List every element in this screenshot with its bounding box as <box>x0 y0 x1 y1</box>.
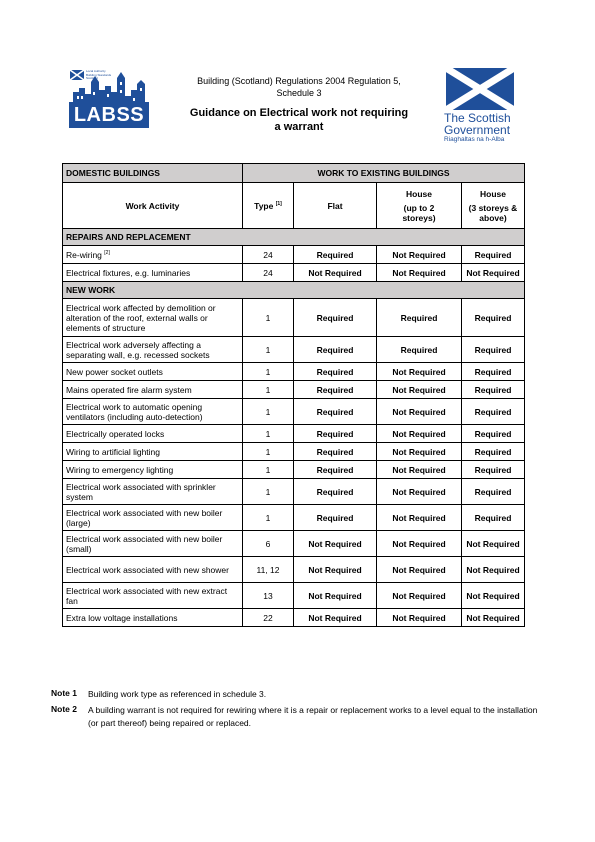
type-cell: 1 <box>243 381 294 399</box>
activity-cell: Electrical fixtures, e.g. luminaries <box>63 264 243 282</box>
flat-cell: Required <box>294 443 377 461</box>
house-small-cell: Not Required <box>377 609 462 627</box>
flat-cell: Not Required <box>294 264 377 282</box>
house-small-cell: Not Required <box>377 557 462 583</box>
house-small-cell: Not Required <box>377 505 462 531</box>
note-text: A building warrant is not required for rewiring where it is a repair or replacement works to a level equal to the installation (or part thereof) being repaired or replaced. <box>88 705 538 728</box>
table-row <box>63 505 525 531</box>
house-small-cell: Not Required <box>377 363 462 381</box>
house-small-cell: Not Required <box>377 264 462 282</box>
activity-cell: Wiring to artificial lighting <box>63 443 243 461</box>
house-large-cell: Required <box>462 505 525 531</box>
house-large-cell: Required <box>462 399 525 425</box>
labss-small-text: Local Authority Building Standards Scotland <box>86 69 112 80</box>
house-large-cell: Not Required <box>462 531 525 557</box>
house-large-cell: Required <box>462 299 525 337</box>
house-large-cell: Required <box>462 461 525 479</box>
type-header: Type [1] <box>243 183 294 229</box>
flat-cell: Required <box>294 299 377 337</box>
house-small-cell: Required <box>377 299 462 337</box>
house-large-cell: Not Required <box>462 609 525 627</box>
flat-cell: Required <box>294 461 377 479</box>
activity-cell: Electrical work associated with new shower <box>63 557 243 583</box>
table-row <box>63 443 525 461</box>
page-title-line-1: Guidance on Electrical work not requiring <box>189 107 409 119</box>
note-text: Building work type as referenced in schedule 3. <box>88 689 267 699</box>
flat-cell: Required <box>294 399 377 425</box>
table-row <box>63 381 525 399</box>
house-large-cell: Not Required <box>462 264 525 282</box>
activity-cell: Electrical work affected by demolition or alteration of the roof, external walls or elements of structure <box>63 299 243 337</box>
flat-cell: Required <box>294 363 377 381</box>
house-small-cell: Not Required <box>377 583 462 609</box>
work-existing-header: WORK TO EXISTING BUILDINGS <box>243 164 525 183</box>
table-row <box>63 337 525 363</box>
type-cell: 6 <box>243 531 294 557</box>
house-small-cell: Not Required <box>377 425 462 443</box>
flat-cell: Required <box>294 337 377 363</box>
house-large-cell: Required <box>462 381 525 399</box>
table-row <box>63 425 525 443</box>
labss-logo-text: LABSS <box>69 102 149 128</box>
activity-cell: Extra low voltage installations <box>63 609 243 627</box>
gov-gaelic-name: Riaghaltas na h-Alba <box>444 136 505 143</box>
table-row <box>63 461 525 479</box>
table-row <box>63 557 525 583</box>
type-cell: 22 <box>243 609 294 627</box>
regulation-line-2: Schedule 3 <box>276 88 322 98</box>
type-cell: 13 <box>243 583 294 609</box>
table-row <box>63 583 525 609</box>
house-large-cell: Required <box>462 363 525 381</box>
saltire-flag-icon <box>446 68 514 110</box>
flat-cell: Not Required <box>294 531 377 557</box>
house-small-cell: Not Required <box>377 246 462 264</box>
type-cell: 1 <box>243 299 294 337</box>
house-small-cell: Not Required <box>377 399 462 425</box>
regulation-line-1: Building (Scotland) Regulations 2004 Regulation 5, <box>197 76 401 86</box>
guidance-table <box>62 163 525 627</box>
work-activity-header: Work Activity <box>63 183 243 229</box>
flat-cell: Required <box>294 425 377 443</box>
house-small-header: House (up to 2 storeys) <box>377 183 462 229</box>
activity-cell: Electrical work associated with sprinkler system <box>63 479 243 505</box>
section-repairs: REPAIRS AND REPLACEMENT <box>63 229 525 246</box>
type-cell: 1 <box>243 443 294 461</box>
house-large-cell: Not Required <box>462 583 525 609</box>
type-cell: 11, 12 <box>243 557 294 583</box>
table-row <box>63 531 525 557</box>
table-row <box>63 246 525 264</box>
flat-header: Flat <box>294 183 377 229</box>
gov-name-line-1: The Scottish <box>444 111 511 125</box>
note-label: Note 1 <box>51 688 77 698</box>
house-large-header: House (3 storeys & above) <box>462 183 525 229</box>
house-large-cell: Required <box>462 246 525 264</box>
activity-cell: Wiring to emergency lighting <box>63 461 243 479</box>
domestic-buildings-header: DOMESTIC BUILDINGS <box>63 164 243 183</box>
activity-cell: Electrical work associated with new extract fan <box>63 583 243 609</box>
table-row <box>63 399 525 425</box>
flat-cell: Required <box>294 381 377 399</box>
flat-cell: Required <box>294 479 377 505</box>
house-large-cell: Required <box>462 479 525 505</box>
flat-cell: Required <box>294 505 377 531</box>
flat-cell: Required <box>294 246 377 264</box>
house-small-cell: Not Required <box>377 531 462 557</box>
type-cell: 24 <box>243 264 294 282</box>
house-small-cell: Not Required <box>377 443 462 461</box>
flat-cell: Not Required <box>294 609 377 627</box>
scottish-government-logo <box>444 68 524 148</box>
house-small-cell: Not Required <box>377 461 462 479</box>
table-row <box>63 264 525 282</box>
page-title-line-2: a warrant <box>274 121 324 133</box>
house-large-cell: Required <box>462 443 525 461</box>
activity-cell: Electrically operated locks <box>63 425 243 443</box>
activity-cell: Electrical work associated with new boiler (large) <box>63 505 243 531</box>
note-label: Note 2 <box>51 704 77 714</box>
type-cell: 24 <box>243 246 294 264</box>
activity-cell: Re-wiring [2] <box>63 246 243 264</box>
type-cell: 1 <box>243 337 294 363</box>
table-row <box>63 479 525 505</box>
activity-cell: New power socket outlets <box>63 363 243 381</box>
type-cell: 1 <box>243 425 294 443</box>
flat-cell: Not Required <box>294 557 377 583</box>
flat-cell: Not Required <box>294 583 377 609</box>
labss-logo <box>69 68 149 128</box>
table-row <box>63 299 525 337</box>
house-small-cell: Required <box>377 337 462 363</box>
section-new-work: NEW WORK <box>63 282 525 299</box>
house-large-cell: Required <box>462 337 525 363</box>
table-row <box>63 363 525 381</box>
house-small-cell: Not Required <box>377 479 462 505</box>
house-large-cell: Required <box>462 425 525 443</box>
type-cell: 1 <box>243 505 294 531</box>
house-large-cell: Not Required <box>462 557 525 583</box>
activity-cell: Mains operated fire alarm system <box>63 381 243 399</box>
gov-name-line-2: Government <box>444 123 511 137</box>
house-small-cell: Not Required <box>377 381 462 399</box>
activity-cell: Electrical work to automatic opening ventilators (including auto-detection) <box>63 399 243 425</box>
activity-cell: Electrical work associated with new boiler (small) <box>63 531 243 557</box>
type-cell: 1 <box>243 479 294 505</box>
activity-cell: Electrical work adversely affecting a separating wall, e.g. recessed sockets <box>63 337 243 363</box>
table-row <box>63 609 525 627</box>
type-cell: 1 <box>243 461 294 479</box>
type-cell: 1 <box>243 399 294 425</box>
type-cell: 1 <box>243 363 294 381</box>
